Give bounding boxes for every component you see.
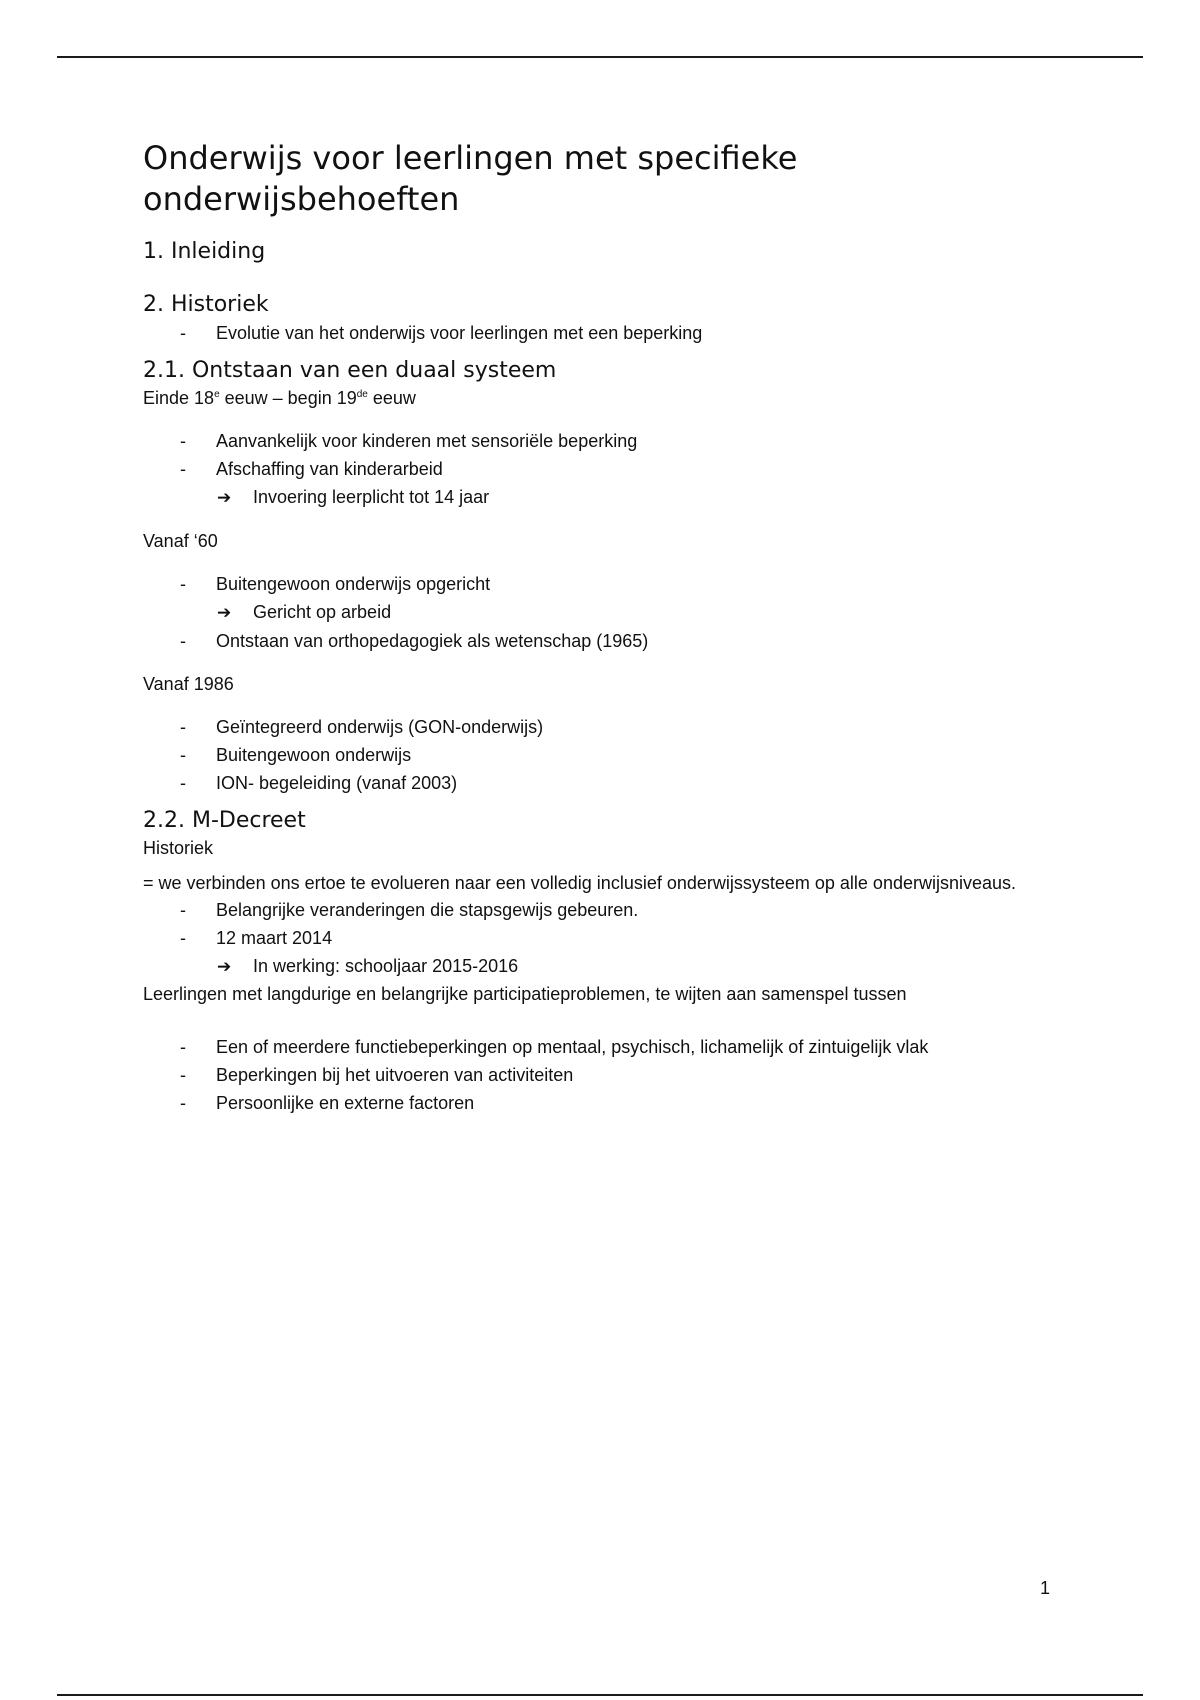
list-item: - Buitengewoon onderwijs bbox=[143, 741, 1083, 769]
arrow-text: In werking: schooljaar 2015-2016 bbox=[253, 956, 519, 976]
list-item: - ION- begeleiding (vanaf 2003) bbox=[143, 769, 1083, 797]
header-rule bbox=[57, 56, 1143, 58]
period1-list bbox=[143, 427, 1083, 483]
footer-rule bbox=[57, 1694, 1143, 1696]
period2-list-cont bbox=[143, 627, 1083, 655]
period2-list bbox=[143, 570, 1083, 598]
list-item: - Persoonlijke en externe factoren bbox=[143, 1089, 1083, 1117]
list-item: - Buitengewoon onderwijs opgericht bbox=[143, 570, 1083, 598]
heading-duaal-systeem: 2.1. Ontstaan van een duaal systeem bbox=[143, 358, 557, 383]
period-text: Einde 18 bbox=[143, 388, 215, 408]
list-item: - Ontstaan van orthopedagogiek als wetenschap (1965) bbox=[143, 627, 1083, 655]
arrow-item bbox=[143, 952, 1083, 981]
superscript: de bbox=[356, 389, 368, 400]
arrow-text: Invoering leerplicht tot 14 jaar bbox=[253, 487, 490, 507]
list-item: - Afschaffing van kinderarbeid bbox=[143, 455, 1083, 483]
historiek-list bbox=[143, 319, 1083, 347]
m-decreet-list bbox=[143, 896, 1083, 952]
document-body bbox=[143, 138, 1083, 1117]
period-label bbox=[143, 385, 1083, 411]
intro-text: Leerlingen met langdurige en belangrijke participatieproblemen, te wijten aan samenspel tussen bbox=[143, 984, 907, 1004]
list-item: - Evolutie van het onderwijs voor leerlingen met een beperking bbox=[143, 319, 1083, 347]
subheading-historiek: Historiek bbox=[143, 838, 214, 858]
arrow-text: Gericht op arbeid bbox=[253, 602, 392, 622]
heading-m-decreet: 2.2. M-Decreet bbox=[143, 808, 306, 833]
list-item: - Belangrijke veranderingen die stapsgewijs gebeuren. bbox=[143, 896, 1083, 924]
period-label: Vanaf ‘60 bbox=[143, 531, 218, 551]
arrow-icon: ➔ bbox=[217, 957, 232, 976]
arrow-item bbox=[143, 598, 1083, 627]
document-title: Onderwijs voor leerlingen met specifieke onderwijsbehoeften bbox=[143, 139, 798, 218]
arrow-item bbox=[143, 483, 1083, 512]
superscript: e bbox=[214, 389, 220, 400]
factors-list bbox=[143, 1033, 1083, 1117]
definition-text: = we verbinden ons ertoe te evolueren naar een volledig inclusief onderwijssysteem op alle onderwijsniveaus. bbox=[143, 873, 1017, 893]
period-text: eeuw – begin 19 bbox=[219, 388, 357, 408]
page-number: 1 bbox=[1040, 1578, 1051, 1598]
list-item: - Een of meerdere functiebeperkingen op mentaal, psychisch, lichamelijk of zintuigelijk vlak bbox=[143, 1033, 1083, 1061]
arrow-icon: ➔ bbox=[217, 603, 232, 622]
list-item: - Beperkingen bij het uitvoeren van activiteiten bbox=[143, 1061, 1083, 1089]
list-item: - Geïntegreerd onderwijs (GON-onderwijs) bbox=[143, 713, 1083, 741]
heading-inleiding: 1. Inleiding bbox=[143, 239, 266, 264]
heading-historiek: 2. Historiek bbox=[143, 292, 269, 317]
arrow-icon: ➔ bbox=[217, 488, 232, 507]
list-item: - Aanvankelijk voor kinderen met sensoriële beperking bbox=[143, 427, 1083, 455]
period-text: eeuw bbox=[367, 388, 416, 408]
period3-list bbox=[143, 713, 1083, 797]
list-item: - 12 maart 2014 bbox=[143, 924, 1083, 952]
period-label: Vanaf 1986 bbox=[143, 674, 234, 694]
